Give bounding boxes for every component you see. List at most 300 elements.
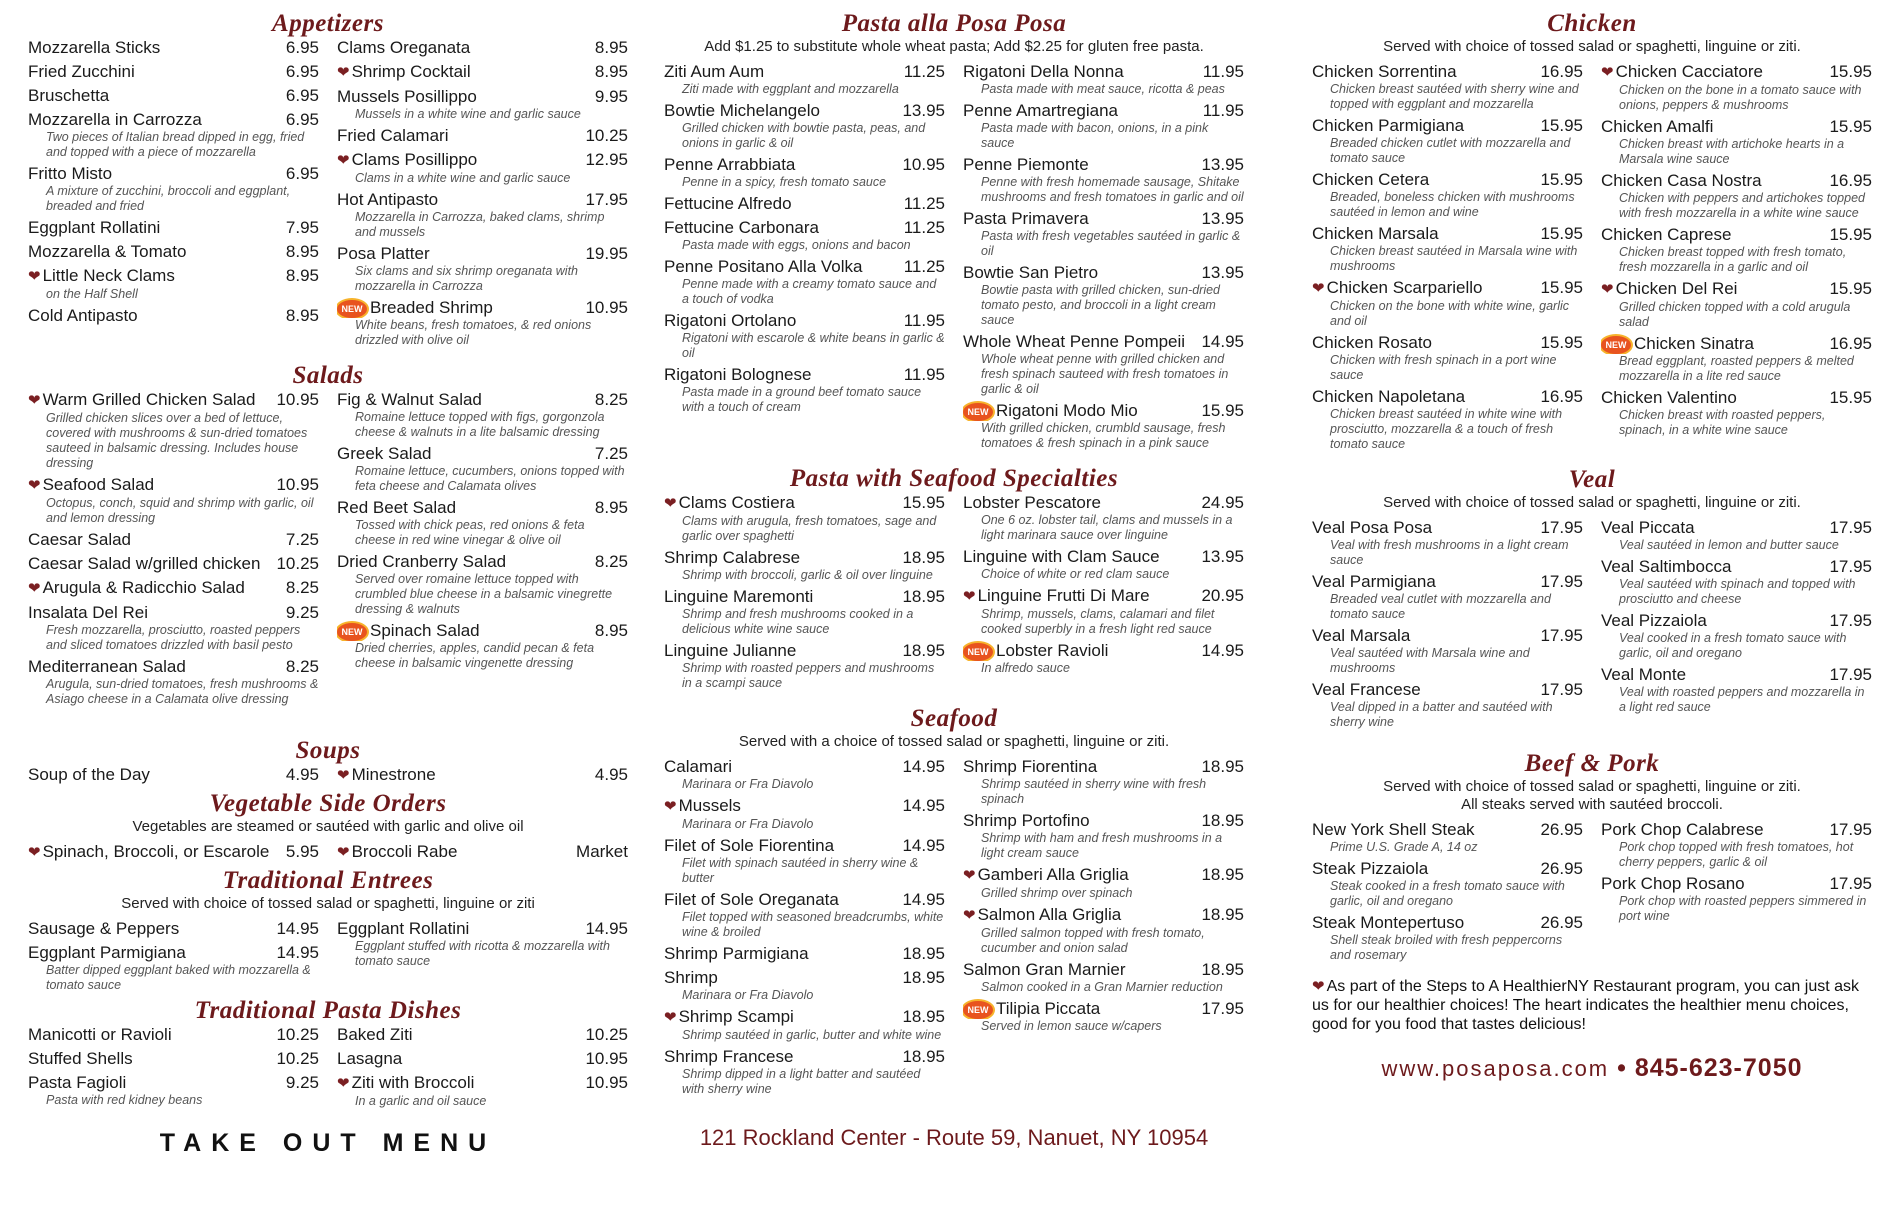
item-name: Eggplant Parmigiana [28,943,186,962]
item-name-wrap [1601,279,1823,300]
item-price: 17.95 [1829,557,1872,576]
items-left [1312,518,1583,734]
item-price: 18.95 [902,1007,945,1026]
menu-item[interactable] [28,242,319,262]
item-price: 9.95 [594,87,628,106]
menu-item[interactable] [963,641,1244,676]
item-name-wrap [963,960,1195,980]
item-name: Penne Piemonte [963,155,1089,174]
item-row [1601,62,1872,83]
item-name: Veal Saltimbocca [1601,557,1732,576]
menu-item[interactable] [963,757,1244,807]
item-name-wrap [337,552,589,572]
menu-item[interactable] [28,603,319,653]
item-name-wrap [664,836,896,856]
menu-item[interactable] [28,266,319,302]
menu-item[interactable] [664,101,945,151]
menu-item[interactable] [337,390,628,440]
menu-item[interactable] [28,38,319,58]
menu-item[interactable] [1601,557,1872,607]
item-description: Bread eggplant, roasted peppers & melted mozzarella in a lite red sauce [1619,354,1854,383]
menu-item[interactable] [664,257,945,307]
section [28,867,628,997]
menu-item[interactable] [28,1049,319,1069]
item-price: 16.95 [1829,171,1872,190]
item-name-wrap [1601,557,1823,577]
item-description: Two pieces of Italian bread dipped in egg, fried and topped with a piece of mozzarella [46,130,305,159]
menu-item[interactable] [1601,225,1872,275]
item-description: Penne in a spicy, fresh tomato sauce [682,175,887,189]
menu-item[interactable] [337,919,628,969]
menu-item[interactable] [28,530,319,550]
menu-item[interactable] [963,155,1244,205]
item-name: Chicken Cacciatore [1615,62,1763,81]
item-price: 10.95 [585,1073,628,1092]
item-description: Six clams and six shrimp oreganata with mozzarella in Carrozza [355,264,579,293]
menu-item[interactable] [1601,518,1872,553]
item-price: 15.95 [1829,117,1872,136]
item-name-wrap [1312,170,1534,190]
item-name: Whole Wheat Penne Pompeii [963,332,1186,351]
item-price: 17.95 [1540,518,1583,537]
item-price: 18.95 [902,587,945,606]
items-grid [1312,62,1872,456]
menu-item[interactable] [337,298,628,348]
item-name-wrap [28,110,280,130]
item-price: 15.95 [902,493,945,512]
item-name-wrap [28,657,280,677]
item-row [28,578,319,599]
menu-item[interactable] [337,444,628,494]
item-price: 8.95 [285,266,319,285]
menu-item[interactable] [963,332,1244,397]
menu-item[interactable] [664,194,945,214]
menu-item[interactable] [1312,680,1583,730]
menu-item[interactable] [664,62,945,97]
menu-item[interactable] [1312,518,1583,568]
menu-item[interactable] [1312,62,1583,112]
item-price: 11.95 [1202,101,1244,120]
menu-item[interactable] [337,87,628,122]
heart-icon: ❤ [337,844,350,861]
item-name: Shrimp Parmigiana [664,944,809,963]
section-subtitle: Served with choice of tossed salad or spaghetti, linguine or ziti. [1383,494,1801,511]
item-row [28,266,319,287]
menu-item[interactable] [664,311,945,361]
item-price: 17.95 [1540,626,1583,645]
item-name-wrap [28,554,270,574]
menu-item[interactable] [337,126,628,146]
item-name-wrap [1312,62,1534,82]
item-name: Warm Grilled Chicken Salad [42,390,256,409]
menu-item[interactable] [1601,611,1872,661]
item-name: Chicken Napoletana [1312,387,1466,406]
item-name-wrap [963,62,1197,82]
website-link[interactable]: www.posaposa.com [1381,1056,1610,1081]
item-row [28,1073,319,1093]
menu-item[interactable] [337,190,628,240]
item-description: Veal with roasted peppers and mozzarella in a light red sauce [1619,685,1865,714]
item-price: 17.95 [585,190,628,209]
item-row [337,38,628,58]
item-price: 6.95 [285,62,319,81]
item-name: Eggplant Rollatini [337,919,470,938]
items-left [1312,62,1583,456]
section-title: Pasta alla Posa Posa [841,10,1067,37]
items-grid [664,62,1244,455]
item-description: Served over romaine lettuce topped with crumbled blue cheese in a balsamic vinegrette dressing & walnuts [355,572,613,616]
item-description: Bowtie pasta with grilled chicken, sun-dried tomato pesto, and broccoli in a light cream sauce [981,283,1221,327]
item-description: Veal sautéed with spinach and topped with prosciutto and cheese [1619,577,1856,606]
menu-item[interactable] [664,836,945,886]
menu-item[interactable] [963,263,1244,328]
menu-item[interactable] [1601,388,1872,438]
menu-item[interactable] [963,586,1244,637]
menu-item[interactable] [28,1073,319,1108]
menu-item[interactable] [28,554,319,574]
item-description: Breaded, boneless chicken with mushrooms sautéed in lemon and wine [1330,190,1575,219]
item-name: Fettucine Alfredo [664,194,792,213]
menu-item[interactable] [963,811,1244,861]
menu-item[interactable] [337,38,628,58]
item-row [337,298,628,318]
menu-item[interactable] [664,641,945,691]
menu-item[interactable] [1312,572,1583,622]
item-description: Chicken breast sautéed in white wine with prosciutto, mozzarella & a touch of fresh tomato sauce [1330,407,1563,451]
item-row [664,836,945,856]
heart-icon: ❤ [28,268,41,285]
item-name: Shrimp Fiorentina [963,757,1098,776]
menu-item[interactable] [1601,874,1872,924]
section [664,10,1244,455]
menu-item[interactable] [337,62,628,83]
menu-item[interactable] [664,1007,945,1043]
item-description: Mussels in a white wine and garlic sauce [355,107,581,121]
item-description: Mozzarella in Carrozza, baked clams, shrimp and mussels [355,210,605,239]
item-description: Chicken on the bone in a tomato sauce with onions, peppers & mushrooms [1619,83,1862,112]
menu-item[interactable] [28,475,319,526]
menu-item[interactable] [1312,278,1583,329]
menu-item[interactable] [28,919,319,939]
menu-item[interactable] [337,552,628,617]
items-left [664,757,945,1101]
menu-item[interactable] [963,401,1244,451]
menu-item[interactable] [664,944,945,964]
heart-icon: ❤ [28,392,41,409]
item-price: 18.95 [1201,905,1244,924]
item-price: 14.95 [902,890,945,909]
menu-item[interactable] [664,548,945,583]
menu-item[interactable] [28,657,319,707]
menu-item[interactable] [337,1025,628,1045]
menu-item[interactable] [1312,224,1583,274]
item-name-wrap [1312,278,1534,299]
takeout-title: TAKE OUT MENU [159,1129,497,1157]
menu-item[interactable] [28,306,319,326]
item-row [1312,626,1583,646]
column-left [28,10,628,1158]
item-description: With grilled chicken, crumbld sausage, fresh tomatoes & fresh spinach in a pink sauce [981,421,1226,450]
item-row [963,332,1244,352]
item-price: 17.95 [1201,999,1244,1018]
menu-item[interactable] [664,493,945,544]
item-row [28,110,319,130]
menu-item[interactable] [963,493,1244,543]
item-name: Mediterranean Salad [28,657,186,676]
menu-item[interactable] [1601,117,1872,167]
item-name: Mozzarella Sticks [28,38,161,57]
menu-item[interactable] [337,150,628,186]
item-description: Steak cooked in a fresh tomato sauce with garlic, oil and oregano [1330,879,1565,908]
section-title: Chicken [1547,10,1637,37]
menu-item[interactable] [28,765,319,785]
items-right [963,757,1244,1101]
item-description: Filet topped with seasoned breadcrumbs, white wine & broiled [682,910,944,939]
item-row [337,552,628,572]
new-badge-icon: NEW [963,1001,993,1019]
menu-item[interactable] [28,218,319,238]
section [28,362,628,711]
item-name-wrap [963,155,1195,175]
item-price: 13.95 [1201,547,1244,566]
item-description: Shrimp and fresh mushrooms cooked in a delicious white wine sauce [682,607,914,636]
item-name-wrap [1601,874,1823,894]
menu-item[interactable] [337,842,628,863]
menu-item[interactable] [1312,626,1583,676]
item-name: Chicken Amalfi [1601,117,1714,136]
menu-item[interactable] [28,578,319,599]
menu-item[interactable] [963,62,1244,97]
menu-item[interactable] [1312,333,1583,383]
menu-item[interactable] [1601,665,1872,715]
heart-icon: ❤ [337,767,350,784]
item-name-wrap [1601,225,1823,245]
menu-item[interactable] [664,890,945,940]
menu-item[interactable] [337,1049,628,1069]
item-description: Dried cherries, apples, candid pecan & feta cheese in balsamic vingenette dressing [355,641,595,670]
menu-item[interactable] [664,365,945,415]
item-name-wrap [1601,117,1823,137]
item-row [664,1047,945,1067]
menu-item[interactable] [1312,116,1583,166]
items-grid [28,38,628,352]
item-price: 6.95 [285,86,319,105]
menu-item[interactable] [664,796,945,832]
item-name: Rigatoni Bolognese [664,365,812,384]
item-row [28,86,319,106]
item-description: Pork chop with roasted peppers simmered in port wine [1619,894,1867,923]
menu-item[interactable] [337,621,628,671]
menu-item[interactable] [664,218,945,253]
phone-number[interactable]: 845-623-7050 [1634,1054,1803,1082]
items-left [28,919,319,997]
menu-item[interactable] [1312,387,1583,452]
item-row [337,1049,628,1069]
item-name-wrap [337,126,579,146]
item-price: 11.25 [903,257,945,276]
section-subtitle: Served with choice of tossed salad or spaghetti, linguine or ziti. [1383,778,1801,795]
item-name: Shrimp Scampi [678,1007,794,1026]
item-name: Veal Monte [1601,665,1687,684]
item-name: Clams Oreganata [337,38,471,57]
menu-item[interactable] [28,842,319,863]
item-name: Pork Chop Rosano [1601,874,1745,893]
menu-item[interactable] [28,164,319,214]
item-price: 15.95 [1540,116,1583,135]
section-subtitle: Served with a choice of tossed salad or spaghetti, linguine or ziti. [738,733,1170,750]
menu-item[interactable] [1312,170,1583,220]
item-name: Rigatoni Della Nonna [963,62,1124,81]
item-name: Lobster Pescatore [963,493,1101,512]
heart-icon: ❤ [963,907,976,924]
items-right [337,1025,628,1113]
item-name: Mozzarella & Tomato [28,242,187,261]
section [28,790,628,867]
item-row [963,62,1244,82]
item-price: 26.95 [1540,913,1583,932]
item-name: Tilipia Piccata [996,999,1101,1018]
item-row [28,390,319,411]
item-name-wrap [1312,680,1534,700]
item-name: Rigatoni Ortolano [664,311,797,330]
item-description: A mixture of zucchini, broccoli and eggplant, breaded and fried [46,184,291,213]
item-name-wrap [664,155,896,175]
menu-item[interactable] [664,155,945,190]
menu-item[interactable] [664,587,945,637]
item-row [28,842,319,863]
menu-item[interactable] [1601,334,1872,384]
item-description: Chicken breast topped with fresh tomato, fresh mozzarella in a garlic and oil [1619,245,1847,274]
item-name-wrap [664,1007,896,1028]
menu-item[interactable] [28,1025,319,1045]
menu-item[interactable] [963,999,1244,1034]
item-name-wrap [664,101,896,121]
items-left [28,765,319,790]
item-row [28,62,319,82]
item-price: 10.95 [585,298,628,317]
item-row [963,905,1244,926]
menu-item[interactable] [337,244,628,294]
item-name: Broccoli Rabe [351,842,458,861]
menu-item[interactable] [664,757,945,792]
item-name: Shrimp [664,968,718,987]
item-name-wrap [963,905,1195,926]
menu-item[interactable] [1312,913,1583,963]
item-row [963,865,1244,886]
menu-item[interactable] [1601,279,1872,330]
item-price: 13.95 [1201,263,1244,282]
menu-item[interactable] [28,62,319,82]
item-price: 15.95 [1829,225,1872,244]
item-name-wrap [337,1073,579,1094]
section-title: Seafood [910,705,998,732]
menu-item[interactable] [1601,62,1872,113]
item-row [1601,334,1872,354]
item-row [1601,279,1872,300]
item-name-wrap [1312,333,1534,353]
item-description: Filet with spinach sautéed in sherry wine & butter [682,856,919,885]
menu-item[interactable] [963,905,1244,956]
item-name: Shrimp Calabrese [664,548,801,567]
menu-item[interactable] [337,765,628,786]
item-name: Mozzarella in Carrozza [28,110,202,129]
item-description: Pasta with fresh vegetables sautéed in garlic & oil [981,229,1241,258]
menu-item[interactable] [337,498,628,548]
item-name: Linguine Julianne [664,641,797,660]
menu-item[interactable] [1601,820,1872,870]
menu-item[interactable] [963,547,1244,582]
item-price: 15.95 [1829,388,1872,407]
menu-item[interactable] [28,86,319,106]
menu-item[interactable] [28,390,319,471]
heart-icon: ❤ [28,477,41,494]
item-row [664,365,945,385]
heart-icon: ❤ [1601,281,1614,298]
item-name: Bowtie Michelangelo [664,101,820,120]
item-name: Veal Parmigiana [1312,572,1436,591]
menu-item[interactable] [28,110,319,160]
item-row [1312,62,1583,82]
item-name: Chicken Scarpariello [1326,278,1483,297]
item-price: 15.95 [1540,224,1583,243]
menu-item[interactable] [1312,820,1583,855]
item-price: 8.95 [594,62,628,81]
menu-item[interactable] [664,1047,945,1097]
menu-item[interactable] [963,865,1244,901]
healthy-note-text: As part of the Steps to A HealthierNY Restaurant program, you can just ask us for our healthier choices! The heart indicates the healthier menu choices, good for you food that tastes delicious! [1312,978,1860,1033]
item-price: 15.95 [1540,278,1583,297]
menu-item[interactable] [28,943,319,993]
contact-footer [1312,1054,1872,1083]
item-price: 11.25 [903,218,945,237]
menu-item[interactable] [1601,171,1872,221]
item-name: Steak Pizzaiola [1312,859,1429,878]
item-name: Chicken Caprese [1601,225,1732,244]
menu-item[interactable] [963,960,1244,995]
item-description: Fresh mozzarella, prosciutto, roasted peppers and sliced tomatoes drizzled with basil pesto [46,623,301,652]
item-row [664,311,945,331]
item-name: Penne Amartregiana [963,101,1118,120]
item-price: 13.95 [1201,209,1244,228]
item-description: Pasta made with eggs, onions and bacon [682,238,911,252]
menu-item[interactable] [963,209,1244,259]
item-row [664,968,945,988]
item-price: 14.95 [1201,332,1244,351]
menu-item[interactable] [1312,859,1583,909]
menu-item[interactable] [963,101,1244,151]
item-name-wrap [28,578,280,599]
item-name-wrap [963,586,1195,607]
item-name-wrap [1312,820,1534,840]
item-name: Veal Piccata [1601,518,1695,537]
item-price: 11.95 [903,311,945,330]
item-description: Grilled chicken with bowtie pasta, peas, and onions in garlic & oil [682,121,926,150]
item-price: 24.95 [1201,493,1244,512]
heart-icon: ❤ [28,844,41,861]
item-name: Veal Marsala [1312,626,1411,645]
menu-item[interactable] [664,968,945,1003]
item-description: Grilled salmon topped with fresh tomato, cucumber and onion salad [981,926,1205,955]
items-grid [28,390,628,711]
item-row [1312,224,1583,244]
items-right [1601,820,1872,967]
item-price: 14.95 [276,943,319,962]
item-row [1601,874,1872,894]
menu-item[interactable] [337,1073,628,1109]
item-name-wrap [664,218,898,238]
item-name: Veal Pizzaiola [1601,611,1707,630]
item-price: 4.95 [594,765,628,784]
